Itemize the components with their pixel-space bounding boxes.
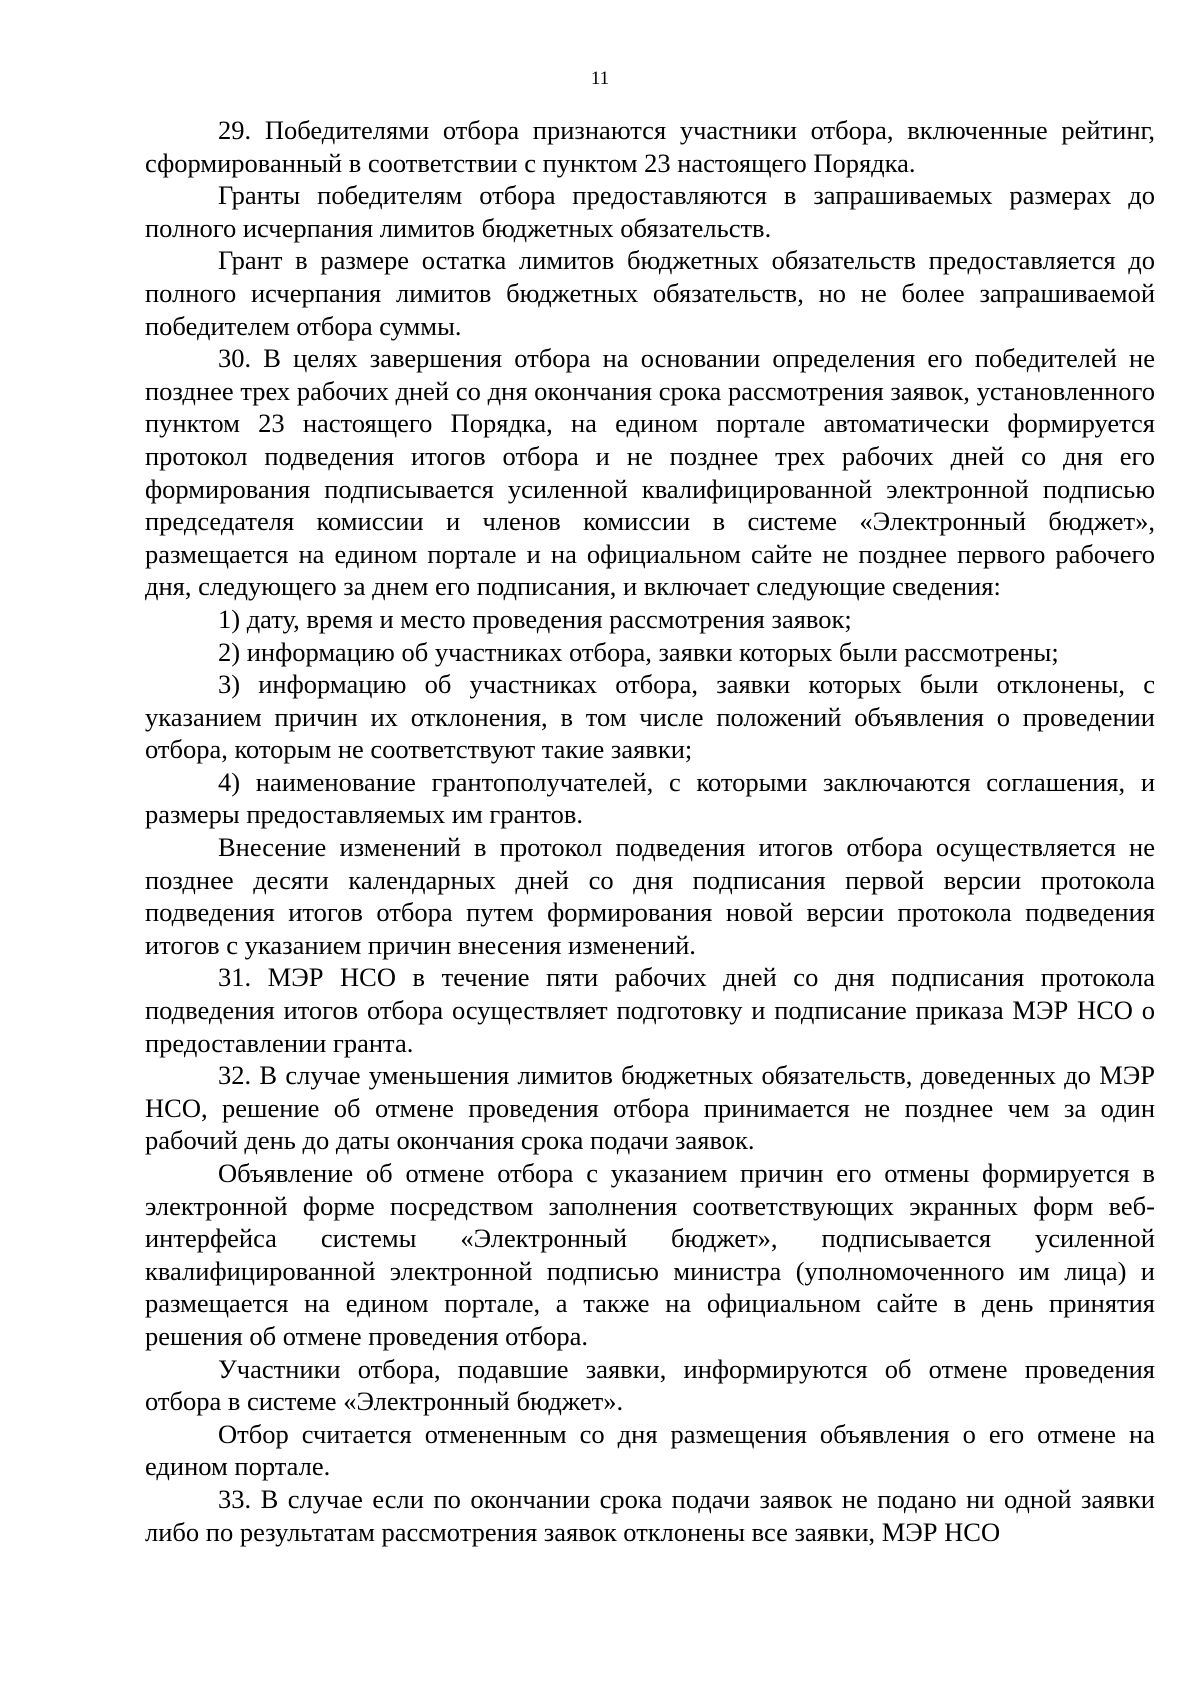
paragraph-selection-cancelled: Отбор считается отмененным со дня размещения объявления о его отмене на едином портале.	[145, 1418, 1155, 1482]
paragraph-protocol-changes: Внесение изменений в протокол подведения итогов отбора осуществляется не позднее десяти календарных дней со дня подписания первой версии протокола подведения итогов отбора путем формирования новой версии протокола подведения итогов с указанием причин внесения изменений.	[145, 832, 1155, 960]
paragraph-cancellation-notice: Объявление об отмене отбора с указанием причин его отмены формируется в электронной форме посредством заполнения соответствующих экранных форм веб-интерфейса системы «Электронный бюджет», подписывается усиленной квалифицированной электронной подписью министра (уполномоченного им лица) и размещается на едином портале, а также на официальном сайте в день принятия решения об отмене проведения отбора.	[145, 1158, 1155, 1351]
page-number: 11	[590, 68, 610, 89]
paragraph-participants-informed: Участники отбора, подавшие заявки, информируются об отмене проведения отбора в системе «Электронный бюджет».	[145, 1353, 1155, 1417]
list-item-1: 1) дату, время и место проведения рассмотрения заявок;	[218, 603, 852, 634]
list-item-4: 4) наименование грантополучателей, с которыми заключаются соглашения, и размеры предоставляемых им грантов.	[145, 766, 1155, 830]
paragraph-29: 29. Победителями отбора признаются участники отбора, включенные рейтинг, сформированный в соответствии с пунктом 23 настоящего Порядка.	[145, 115, 1155, 178]
paragraph-grant-remainder: Грант в размере остатка лимитов бюджетных обязательств предоставляется до полного исчерпания лимитов бюджетных обязательств, но не более запрашиваемой победителем отбора суммы.	[145, 245, 1155, 341]
paragraph-32: 32. В случае уменьшения лимитов бюджетных обязательств, доведенных до МЭР НСО, решение об отмене проведения отбора принимается не позднее чем за один рабочий день до даты окончания срока подачи заявок.	[145, 1060, 1155, 1156]
paragraph-31: 31. МЭР НСО в течение пяти рабочих дней со дня подписания протокола подведения итогов отбора осуществляет подготовку и подписание приказа МЭР НСО о предоставлении гранта.	[145, 962, 1155, 1058]
list-item-3: 3) информацию об участниках отбора, заявки которых были отклонены, с указанием причин их отклонения, в том числе положений объявления о проведении отбора, которым не соответствуют такие заявки;	[145, 669, 1155, 765]
list-item-2: 2) информацию об участниках отбора, заявки которых были рассмотрены;	[218, 636, 1059, 667]
document-body	[145, 114, 1155, 1548]
paragraph-33: 33. В случае если по окончании срока подачи заявок не подано ни одной заявки либо по результатам рассмотрения заявок отклонены все заявки, МЭР НСО	[145, 1483, 1155, 1547]
paragraph-grants-requested: Гранты победителям отбора предоставляются в запрашиваемых размерах до полного исчерпания лимитов бюджетных обязательств.	[145, 180, 1155, 243]
paragraph-30: 30. В целях завершения отбора на основании определения его победителей не позднее трех рабочих дней со дня окончания срока рассмотрения заявок, установленного пунктом 23 настоящего Порядка, на едином портале автоматически формируется протокол подведения итогов отбора и не позднее трех рабочих дней со дня его формирования подписывается усиленной квалифицированной электронной подписью председателя комиссии и членов комиссии в системе «Электронный бюджет», размещается на едином портале и на официальном сайте не позднее первого рабочего дня, следующего за днем его подписания, и включает следующие сведения:	[145, 343, 1155, 602]
